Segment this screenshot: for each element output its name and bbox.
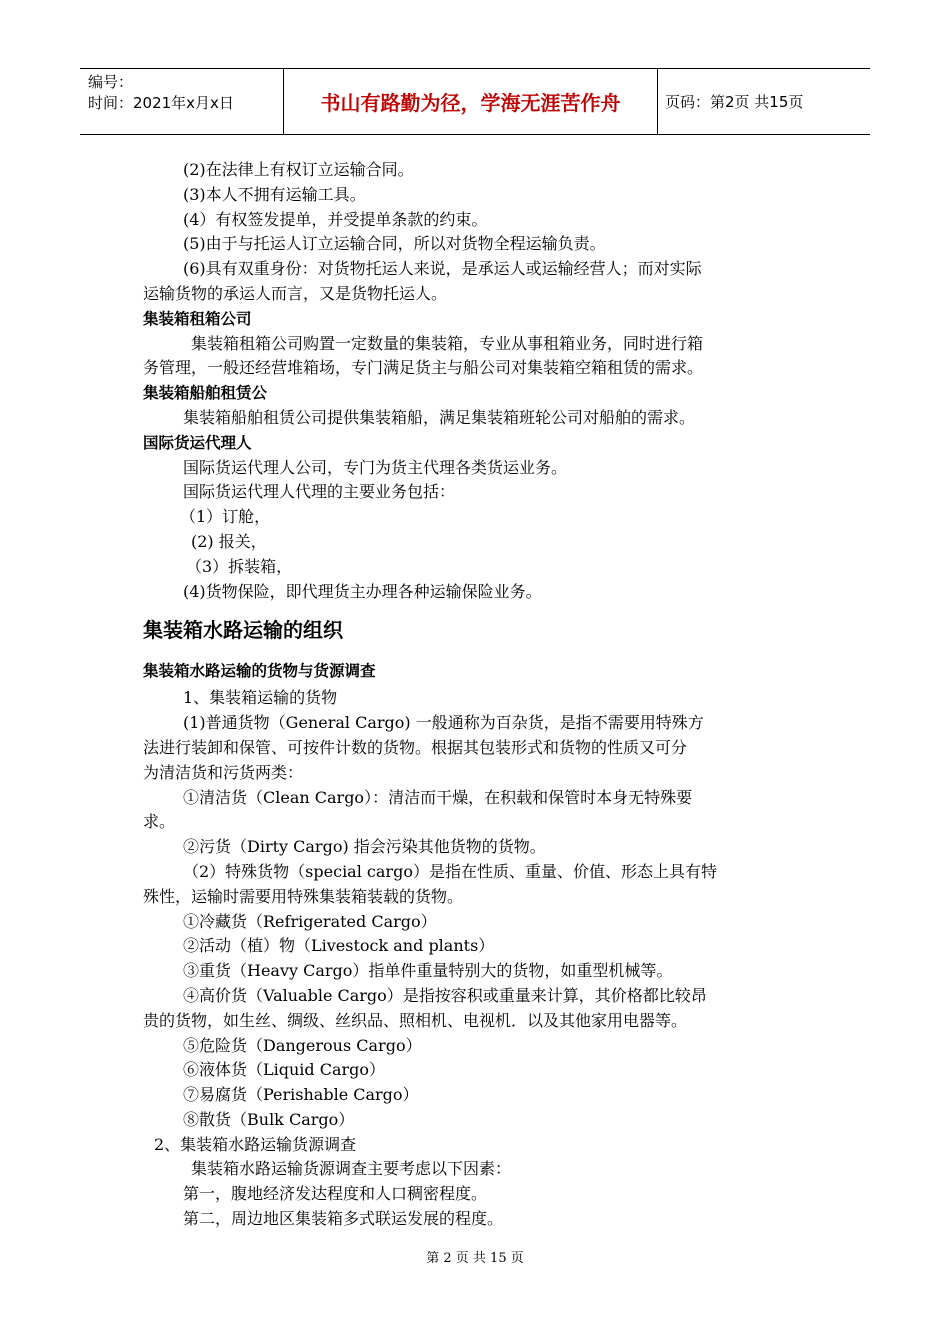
list-item: ⑥液体货（Liquid Cargo）: [183, 1060, 386, 1080]
list-item: ④高价货（Valuable Cargo）是指按容积或重量来计算，其价格都比较昂: [183, 985, 707, 1005]
paragraph-line: 运输货物的承运人而言，又是货物托运人。: [143, 283, 448, 303]
paragraph-line: 集装箱租箱公司购置一定数量的集装箱，专业从事租箱业务，同时进行箱: [191, 333, 704, 353]
paragraph-line: 法进行装卸和保管、可按件计数的货物。根据其包装形式和货物的性质又可分: [143, 737, 688, 757]
list-item: ⑧散货（Bulk Cargo）: [183, 1109, 355, 1129]
paragraph-line: （2）特殊货物（special cargo）是指在性质、重量、价值、形态上具有特: [183, 861, 717, 881]
section-heading: 国际货运代理人: [143, 433, 252, 452]
paragraph-line: 集装箱水路运输货源调查主要考虑以下因素：: [191, 1159, 512, 1179]
section-heading: 集装箱租箱公司: [143, 309, 252, 328]
paragraph-line: 第一，腹地经济发达程度和人口稠密程度。: [183, 1184, 488, 1204]
paragraph-line: (6)具有双重身份：对货物托运人来说，是承运人或运输经营人；而对实际: [183, 259, 702, 279]
paragraph-line: 殊性，运输时需要用特殊集装箱装载的货物。: [143, 886, 464, 906]
paragraph-line: (5)由于与托运人订立运输合同，所以对货物全程运输负责。: [183, 234, 606, 254]
paragraph-line: 务管理，一般还经营堆箱场，专门满足货主与船公司对集装箱空箱租赁的需求。: [143, 358, 704, 378]
paragraph-line: 为清洁货和污货两类：: [143, 762, 304, 782]
paragraph-line: ②污货（Dirty Cargo) 指会污染其他货物的货物。: [183, 837, 546, 857]
list-item: （1）订舱，: [180, 507, 271, 527]
paragraph-line: (2)在法律上有权订立运输合同。: [183, 160, 414, 179]
list-item: ②活动（植）物（Livestock and plants）: [183, 936, 495, 956]
page-footer: 第 2 页 共 15 页: [426, 1251, 524, 1266]
paragraph-line: (1)普通货物（General Cargo) 一般通称为百杂货，是指不需要用特殊方: [183, 713, 704, 733]
paragraph-line: ①清洁货（Clean Cargo）：清洁而干燥，在积载和保管时本身无特殊要: [183, 787, 693, 807]
list-item: ③重货（Heavy Cargo）指单件重量特别大的货物，如重型机械等。: [183, 961, 673, 981]
header-page-info: 页码：第2页 共15页: [665, 93, 804, 111]
paragraph-line: 1、集装箱运输的货物: [183, 688, 338, 708]
list-item: ①冷藏货（Refrigerated Cargo）: [183, 911, 437, 931]
chapter-title: 集装箱水路运输的组织: [143, 618, 343, 643]
paragraph-line: (4）有权签发提单，并受提单条款的约束。: [183, 209, 488, 229]
paragraph-line: 国际货运代理人代理的主要业务包括：: [183, 482, 456, 502]
document-number-label: 编号：: [88, 73, 134, 91]
subsection-title: 集装箱水路运输的货物与货源调查: [143, 662, 376, 681]
list-item: （3）拆装箱，: [186, 556, 293, 576]
list-item: ⑤危险货（Dangerous Cargo）: [183, 1035, 422, 1055]
paragraph-line: 2、集装箱水路运输货源调查: [154, 1134, 357, 1154]
document-time: 时间：2021年x月x日: [88, 94, 234, 112]
header-meta: [80, 69, 283, 134]
list-item: (4)货物保险，即代理货主办理各种运输保险业务。: [183, 581, 542, 601]
paragraph-line: 贵的货物，如生丝、绸级、丝织品、照相机、电视机．以及其他家用电器等。: [143, 1010, 688, 1030]
paragraph-line: (3)本人不拥有运输工具。: [183, 184, 366, 204]
page-header: [80, 68, 870, 135]
paragraph-line: 国际货运代理人公司，专门为货主代理各类货运业务。: [183, 457, 568, 477]
document-body: [143, 158, 813, 1232]
list-item: (2) 报关，: [191, 531, 267, 551]
section-heading: 集装箱船舶租赁公: [143, 384, 268, 403]
paragraph-line: 求。: [143, 812, 176, 832]
paragraph-line: 集装箱船舶租赁公司提供集装箱船，满足集装箱班轮公司对船舶的需求。: [183, 407, 696, 427]
header-motto: 书山有路勤为径，学海无涯苦作舟: [283, 69, 658, 134]
paragraph-line: 第二，周边地区集装箱多式联运发展的程度。: [183, 1209, 504, 1229]
list-item: ⑦易腐货（Perishable Cargo）: [183, 1085, 419, 1105]
